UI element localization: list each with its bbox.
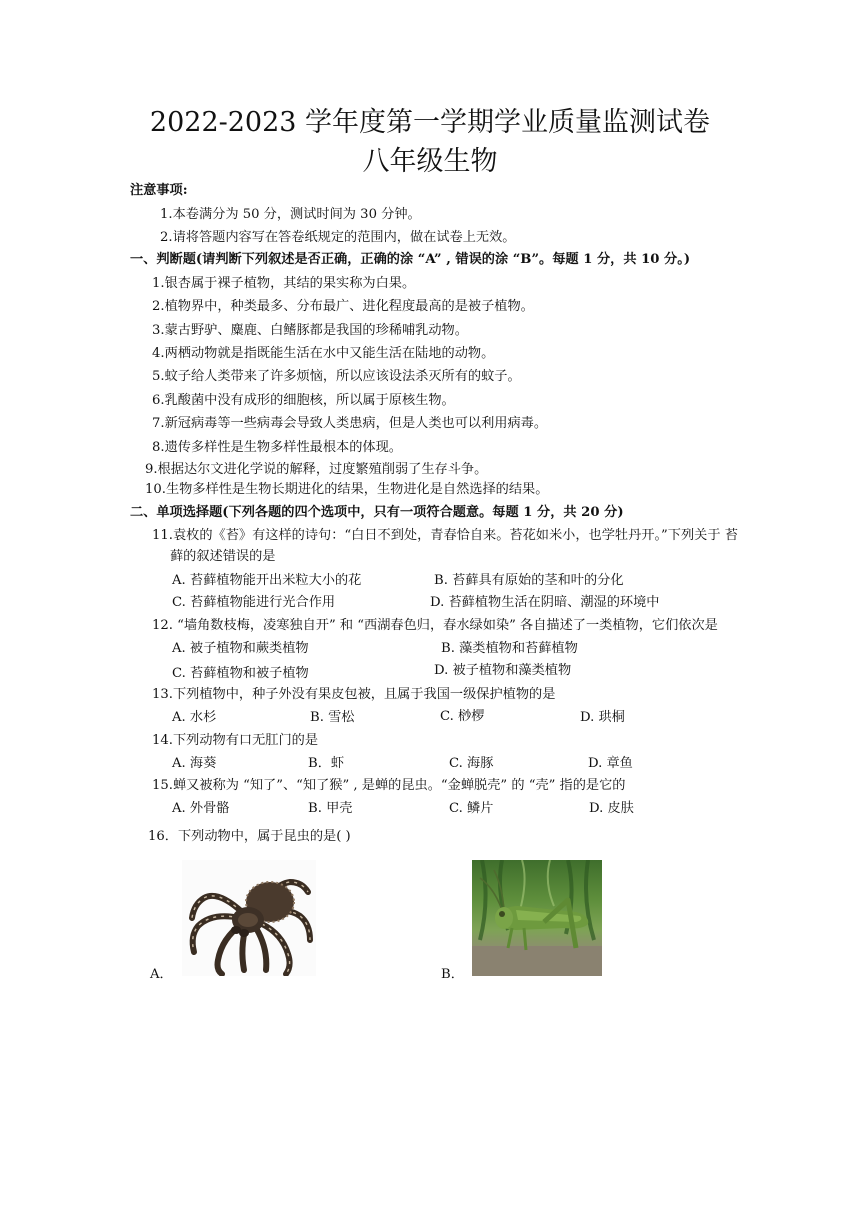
section1-heading: 一、判断题(请判断下列叙述是否正确，正确的涂 “A” , 错误的涂 “B”。每题 1 分，共 10 分。) [130, 252, 691, 267]
judge-item-2: 2.植物界中，种类最多、分布最广、进化程度最高的是被子植物。 [152, 299, 534, 314]
judge-item-3: 3.蒙古野驴、麋鹿、白鳍豚都是我国的珍稀哺乳动物。 [152, 323, 468, 338]
judge-item-4: 4.两栖动物就是指既能生活在水中又能生活在陆地的动物。 [152, 346, 495, 361]
q11-option-b: B. 苔藓具有原始的茎和叶的分化 [434, 573, 624, 588]
q13-option-d: D. 珙桐 [580, 710, 625, 725]
q16-stem: 16．下列动物中，属于昆虫的是( ) [148, 829, 351, 844]
q14-option-a: A. 海葵 [172, 756, 217, 771]
q12-option-d: D. 被子植物和藻类植物 [434, 663, 572, 678]
exam-subject: 八年级生物 [362, 146, 498, 177]
q15-stem: 15.蝉又被称为 “知了”、“知了猴” , 是蝉的昆虫。“金蝉脱壳” 的 “壳” 指的是它的 [152, 778, 626, 793]
q13-option-a: A. 水杉 [172, 710, 217, 725]
q15-option-c: C. 鳞片 [449, 801, 494, 816]
q11-stem: 11.袁枚的《苔》有这样的诗句：“白日不到处，青春恰自来。苔花如米小，也学牡丹开。”下列关于 苔 [152, 528, 738, 543]
notes-item: 2.请将答题内容写在答卷纸规定的范围内，做在试卷上无效。 [160, 230, 516, 245]
section2-heading: 二、单项选择题(下列各题的四个选项中，只有一项符合题意。每题 1 分，共 20 分) [130, 505, 624, 520]
q12-option-a: A. 被子植物和蕨类植物 [172, 641, 309, 656]
q14-option-d: D. 章鱼 [588, 756, 633, 771]
exam-title: 2022-2023 学年度第一学期学业质量监测试卷 [149, 107, 711, 138]
judge-item-5: 5.蚊子给人类带来了许多烦恼，所以应该设法杀灭所有的蚊子。 [152, 369, 521, 384]
spider-illustration [182, 860, 316, 976]
q15-option-d: D. 皮肤 [589, 801, 634, 816]
judge-item-10: 10.生物多样性是生物长期进化的结果，生物进化是自然选择的结果。 [145, 482, 549, 497]
q13-stem: 13.下列植物中，种子外没有果皮包被，且属于我国一级保护植物的是 [152, 687, 556, 702]
grasshopper-illustration [472, 860, 602, 976]
q12-option-c: C. 苔藓植物和被子植物 [172, 666, 309, 681]
q12-option-b: B. 藻类植物和苔藓植物 [441, 641, 578, 656]
q11-option-d: D. 苔藓植物生活在阴暗、潮湿的环境中 [430, 595, 660, 610]
q15-option-a: A. 外骨骼 [172, 801, 230, 816]
grasshopper-photo [472, 860, 602, 976]
judge-item-6: 6.乳酸菌中没有成形的细胞核，所以属于原核生物。 [152, 393, 455, 408]
q15-option-b: B. 甲壳 [308, 801, 353, 816]
q16-option-a: A． [150, 967, 173, 982]
q16-option-b: B． [441, 967, 464, 982]
q13-option-b: B. 雪松 [310, 710, 355, 725]
q13-option-c: C. 桫椤 [440, 709, 485, 724]
q11-stem-cont: 藓的叙述错误的是 [170, 549, 276, 564]
judge-item-1: 1.银杏属于裸子植物，其结的果实称为白果。 [152, 276, 416, 291]
judge-item-7: 7.新冠病毒等一些病毒会导致人类患病，但是人类也可以利用病毒。 [152, 416, 548, 431]
q14-stem: 14.下列动物有口无肛门的是 [152, 733, 319, 748]
q12-stem: 12. “墙角数枝梅，凌寒独自开” 和 “西湖春色归，春水绿如染” 各自描述了一类植物，它们依次是 [152, 618, 718, 633]
judge-item-8: 8.遗传多样性是生物多样性最根本的体现。 [152, 440, 402, 455]
judge-item-9: 9.根据达尔文进化学说的解释，过度繁殖削弱了生存斗争。 [145, 462, 488, 477]
q11-option-a: A. 苔藓植物能开出米粒大小的花 [172, 573, 362, 588]
q14-option-b: B．虾 [308, 756, 345, 771]
notes-item: 1.本卷满分为 50 分，测试时间为 30 分钟。 [160, 207, 421, 222]
spider-photo [182, 860, 316, 976]
notes-heading: 注意事项: [130, 183, 188, 198]
q11-option-c: C. 苔藓植物能进行光合作用 [172, 595, 336, 610]
q14-option-c: C. 海豚 [449, 756, 494, 771]
